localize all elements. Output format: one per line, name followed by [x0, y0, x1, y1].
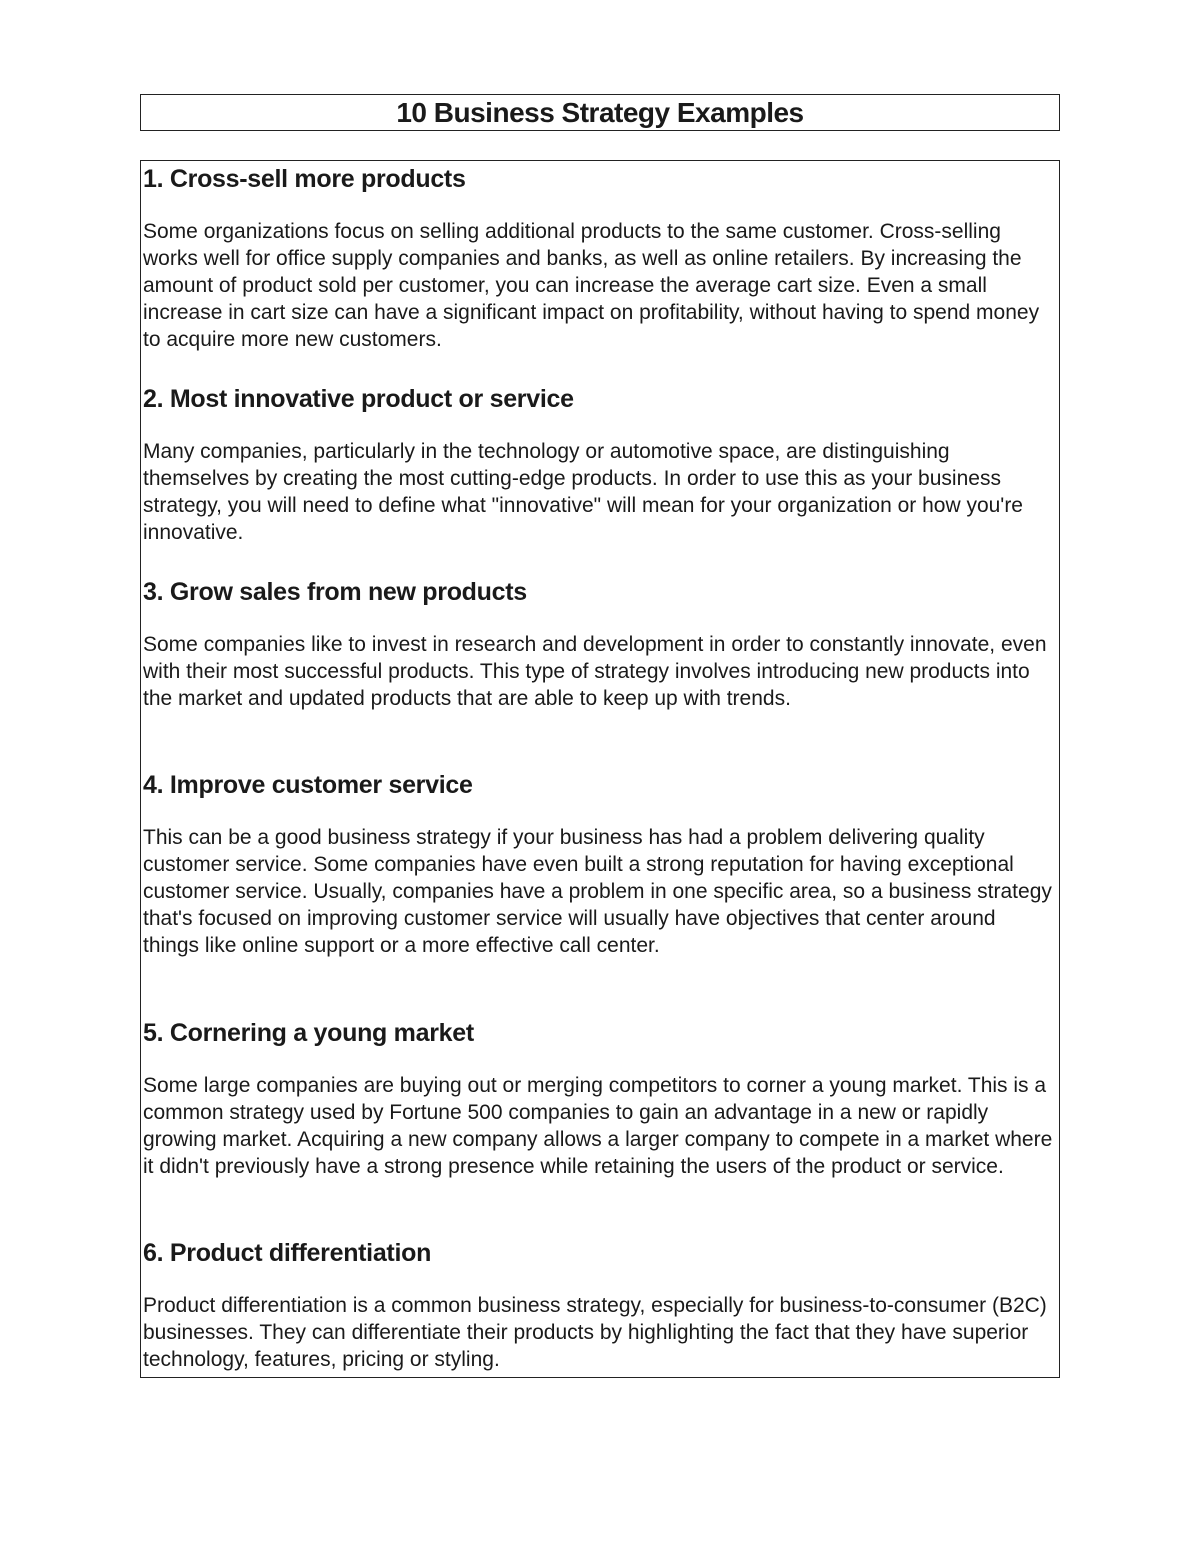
section-body: Product differentiation is a common business strategy, especially for business-to-consumer (B2C) businesses. They can differentiate their products by highlighting the fact that they have superior technology, features, pricing or styling. [143, 1294, 1047, 1371]
strategy-section-3 [143, 575, 1057, 712]
section-heading: 6. Product differentiation [143, 1239, 432, 1267]
section-body: Some large companies are buying out or merging competitors to corner a young market. This is a common strategy used by Fortune 500 companies to gain an advantage in a new or rapidly growing market. Acquiring a new company allows a larger company to compete in a market where it didn't previously have a strong presence while retaining the users of the product or service. [143, 1074, 1053, 1178]
section-heading: 5. Cornering a young market [143, 1019, 474, 1047]
strategy-list [140, 160, 1060, 1378]
section-body: Some organizations focus on selling additional products to the same customer. Cross-selling works well for office supply companies and banks, as well as online retailers. By increasing the amount of product sold per customer, you can increase the average cart size. Even a small increase in cart size can have a significant impact on profitability, without having to spend money to acquire more new customers. [143, 220, 1040, 351]
section-heading: 3. Grow sales from new products [143, 578, 527, 606]
section-heading: 4. Improve customer service [143, 771, 473, 799]
strategy-section-6 [143, 1236, 1057, 1373]
section-body: Many companies, particularly in the technology or automotive space, are distinguishing themselves by creating the most cutting-edge products. In order to use this as your business strategy, you will need to define what "innovative" will mean for your organization or how you're innovative. [143, 440, 1023, 544]
section-heading: 1. Cross-sell more products [143, 165, 466, 193]
strategy-section-5 [143, 1016, 1057, 1180]
strategy-section-4 [143, 768, 1057, 959]
section-body: This can be a good business strategy if your business has had a problem delivering quality customer service. Some companies have even built a strong reputation for having exceptional customer service. Usually, companies have a problem in one specific area, so a business strategy that's focused on improving customer service will usually have objectives that center around things like online support or a more effective call center. [143, 826, 1052, 957]
strategy-section-1 [143, 162, 1057, 353]
section-heading: 2. Most innovative product or service [143, 385, 574, 413]
document-title: 10 Business Strategy Examples [396, 96, 804, 128]
strategy-section-2 [143, 382, 1057, 546]
document-title-box [140, 94, 1060, 131]
section-body: Some companies like to invest in research and development in order to constantly innovate, even with their most successful products. This type of strategy involves introducing new products into the market and updated products that are able to keep up with trends. [143, 633, 1047, 710]
